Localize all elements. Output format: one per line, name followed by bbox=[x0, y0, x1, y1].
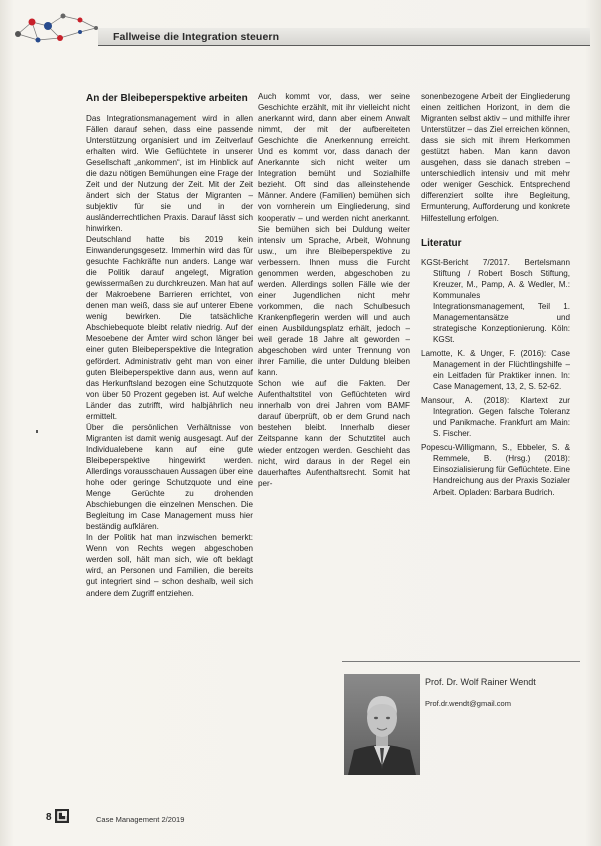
journal-title: Case Management 2/2019 bbox=[96, 815, 185, 824]
author-name: Prof. Dr. Wolf Rainer Wendt bbox=[425, 677, 536, 687]
reference-item: Lamotte, K. & Unger, F. (2016): Case Management in der Flüchtlingshilfe – ein Leitfaden für Praktiker innen. In: Case Management, 13, 2, S. 52-62. bbox=[421, 348, 570, 392]
column-2 bbox=[258, 91, 410, 489]
section-heading: An der Bleibeperspektive arbeiten bbox=[86, 93, 248, 104]
network-logo-icon bbox=[8, 6, 108, 46]
paragraph: Auch kommt vor, dass, wer seine Geschichte erzählt, mit ihr vielleicht nicht anerkannt wird, dann aber einem Anwalt nimmt, der mit der aufbereiteten Geschichte die Anerkennung erreicht. Und es kommt vor, dass danach der Anerkannte sich nicht weiter um Integration bemüht und Sozialhilfe bezieht. Oft sind das alleinstehende Männer. Andere (Familien) bemühen sich von vornherein um Eingliederung, sind kooperativ – und werden nicht anerkannt. Sie bemühen sich bei Duldung weiter intensiv um Sprache, Arbeit, Wohnung usw., um ihre Bleibeperspektive zu verbessern. Ihnen muss die Furcht genommen werden, abgeschoben zu werden. Allerdings sollen Fälle wie der einer Jugendlichen nicht mehr vorkommen, die nach Schulbesuch Krankenpflegerin werden will und auch einen Ausbildungsplatz erhält, jedoch – weil gerade 18 Jahre alt geworden – abgeschoben wird unter Trennung von ihrer Familie, die unter Duldung bleiben kann. bbox=[258, 92, 410, 378]
journal-logo-icon bbox=[55, 809, 69, 823]
paragraph: Über die persönlichen Verhältnisse von Migranten ist damit wenig ausgesagt. Auf der Individualebene kann auf eine gute Bleibeperspektive hingewirkt werden. Allerdings vorausschauen Aussagen über eine hohe oder geringe Schutzquote und eine Menge Gerüchte zu drohenden Abschiebungen die einzelnen Menschen. Die Begleitung im Case Management muss hier beständig aufklären. bbox=[86, 422, 253, 532]
margin-mark bbox=[36, 430, 38, 433]
paragraph: Deutschland hatte bis 2019 kein Einwanderungsgesetz. Immerhin wird das für gesuchte Fachkräfte nun anders. Lange war die Politik darauf angelegt, Migration gewissermaßen zu durchkreuzen. Man hat auf der Makroebene Barrieren errichtet, von denen man weiß, dass sie auf unterer Ebene wenig bewirken. Die tatsächliche Abschiebequote bleibt relativ niedrig. Auf der Mesoebene der Ämter wird schon länger bei einer guten Bleibeperspektive die Integration gefördert. Administrativ geht man von einer guten Bleibeperspektive dann aus, wenn auf das Herkunftsland bezogen eine Schutzquote von über 50 Prozent gegeben ist. Auf welche Länder das zutrifft, wird halbjährlich neu ermittelt. bbox=[86, 235, 253, 421]
paragraph: sonenbezogene Arbeit der Eingliederung einen zeitlichen Horizont, in dem die Migranten selbst aktiv – und mithilfe ihrer Unterstützer – das Ziel erreichen können, dass sie sich mit ihrem Herkommen gestützt haben. Man kann davon ausgehen, dass sie danach streben – unterschiedlich intensiv und mit mehr oder weniger Geschick. Entsprechend differenziert sollte ihre Begleitung, Ermunterung, Aufforderung und konkrete Hilfestellung erfolgen. bbox=[421, 92, 570, 223]
column-1 bbox=[86, 91, 253, 599]
author-photo bbox=[344, 674, 420, 775]
page-number: 8 bbox=[46, 812, 52, 823]
author-divider bbox=[342, 661, 580, 662]
reference-item: KGSt-Bericht 7/2017. Bertelsmann Stiftung / Robert Bosch Stiftung, Kreuzer, M., Pamp, A. & Wedler, M.: Kommunales Integrationsmanagement, Teil 1. Managementansätze und strategische Konzeptionierung. Köln: KGSt. bbox=[421, 257, 570, 344]
paragraph: In der Politik hat man inzwischen bemerkt: Wenn von Rechts wegen abgeschoben werden soll, hält man sich, wie oft beklagt wird, an Personen und Familien, die bereits gut integriert sind – schon deshalb, weil sich andere dem Zugriff entziehen. bbox=[86, 533, 253, 598]
paragraph: Das Integrationsmanagement wird in allen Fällen darauf sehen, dass eine passende Unterstützung organisiert und im Zeitverlauf erhalten wird. Wie Geflüchtete in unserer Gesellschaft „ankommen“, ist im Hinblick auf die dazu nötigen Bemühungen eine Frage der Zeit und der Nutzung der Zeit. Mit der Zeit ändert sich der Status der Migranten – subjektiv für sie und in der ausländerrechtlichen Praxis. Darauf lässt sich hinwirken. bbox=[86, 113, 253, 233]
reference-list bbox=[421, 257, 570, 498]
column-3 bbox=[421, 91, 570, 501]
literature-heading: Literatur bbox=[421, 237, 462, 249]
running-header-title: Fallweise die Integration steuern bbox=[113, 31, 280, 43]
reference-item: Popescu-Willigmann, S., Ebbeler, S. & Remmele, B. (Hrsg.) (2018): Einsozialisierung für Geflüchtete. Eine Handreichung aus der Praxis Sozialer Arbeit. Opladen: Barbara Budrich. bbox=[421, 443, 570, 497]
paragraph: Schon wie auf die Fakten. Der Aufenthaltstitel von Geflüchteten wird innerhalb von drei Jahren vom BAMF darauf überprüft, ob er dem Grund nach bestehen bleibt. Innerhalb dieser Zeitspanne kann der Schutztitel auch wieder entzogen werden. Geschieht das nicht, wird daraus in der Regel ein dauerhaftes Aufenthaltsrecht. Somit hat per- bbox=[258, 379, 410, 488]
reference-item: Mansour, A. (2018): Klartext zur Integration. Gegen falsche Toleranz und Panikmache. Frankfurt am Main: S. Fischer. bbox=[421, 396, 570, 439]
author-email[interactable]: Prof.dr.wendt@gmail.com bbox=[425, 699, 511, 708]
